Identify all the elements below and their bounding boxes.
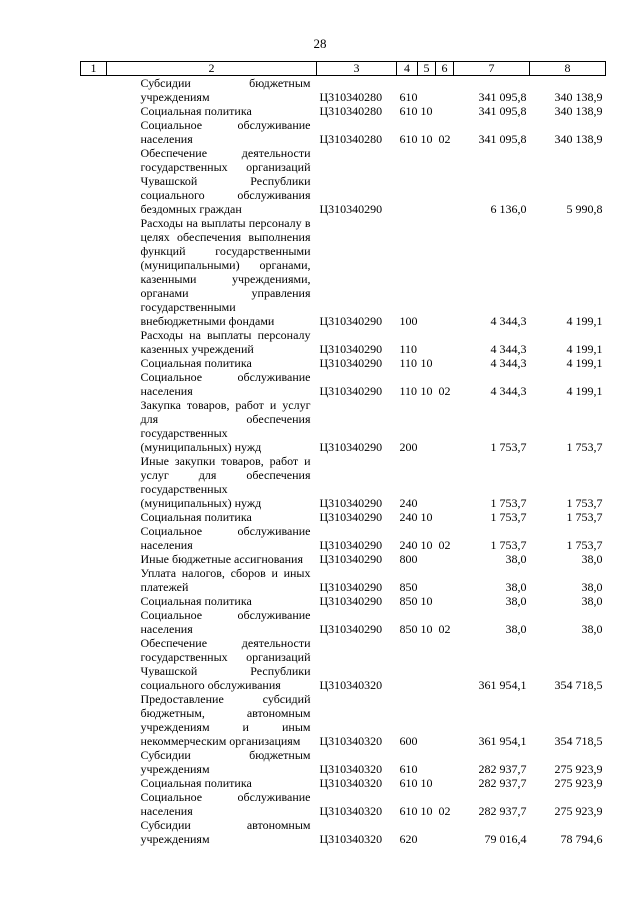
row-name: Социальное обслуживание населения	[140, 608, 311, 636]
row-vr: 100	[399, 314, 418, 328]
row-col-1	[81, 76, 107, 105]
row-pr	[436, 510, 454, 524]
page-number: 28	[313, 36, 327, 51]
row-code: Ц310340320	[319, 678, 383, 692]
row-rz	[418, 552, 436, 566]
row-amount-8: 4 199,1	[566, 342, 603, 356]
row-amount-8: 5 990,8	[566, 202, 603, 216]
row-code: Ц310340290	[319, 510, 383, 524]
row-rz	[418, 398, 436, 454]
row-amount-8: 1 753,7	[566, 510, 603, 524]
row-pr	[436, 818, 454, 846]
table-row	[81, 594, 606, 608]
row-rz	[418, 748, 436, 776]
row-pr	[436, 776, 454, 790]
header-col-4: 4	[397, 62, 418, 76]
row-amount-7: 341 095,8	[478, 90, 527, 104]
row-vr: 600	[399, 734, 418, 748]
row-amount-7: 4 344,3	[490, 356, 527, 370]
row-vr: 110	[399, 356, 418, 370]
row-rz	[418, 454, 436, 510]
row-col-1	[81, 118, 107, 146]
row-vr: 850	[399, 622, 418, 636]
table-row	[81, 692, 606, 748]
row-col-1	[81, 454, 107, 510]
row-name: Расходы на выплаты персоналу в целях обеспечения выполнения функций государственными (муниципальными) органами, казенными учреждениями, органами управления государственными внебюджетными фондами	[140, 216, 311, 328]
row-rz	[418, 146, 436, 216]
header-col-3: 3	[317, 62, 397, 76]
row-name: Расходы на выплаты персоналу казенных учреждений	[140, 328, 311, 356]
row-name: Уплата налогов, сборов и иных платежей	[140, 566, 311, 594]
table-row	[81, 552, 606, 566]
row-col-1	[81, 594, 107, 608]
row-col-1	[81, 636, 107, 692]
row-rz	[418, 328, 436, 356]
table-row	[81, 776, 606, 790]
row-code: Ц310340290	[319, 594, 383, 608]
row-rz: 10	[420, 804, 433, 818]
row-pr	[436, 398, 454, 454]
row-code: Ц310340290	[319, 552, 383, 566]
row-amount-8: 340 138,9	[554, 132, 603, 146]
row-amount-7: 38,0	[505, 552, 527, 566]
row-code: Ц310340290	[319, 440, 383, 454]
row-code: Ц310340290	[319, 384, 383, 398]
row-code: Ц310340280	[319, 90, 383, 104]
row-col-1	[81, 566, 107, 594]
table-header-row	[81, 62, 606, 76]
row-pr	[436, 552, 454, 566]
row-pr	[436, 146, 454, 216]
row-col-1	[81, 356, 107, 370]
row-amount-8: 340 138,9	[554, 104, 603, 118]
table-row	[81, 524, 606, 552]
row-pr	[436, 594, 454, 608]
row-col-1	[81, 524, 107, 552]
row-col-1	[81, 608, 107, 636]
row-rz	[418, 216, 436, 328]
row-vr: 610	[399, 104, 418, 118]
row-name: Социальная политика	[140, 356, 252, 370]
row-name: Субсидии бюджетным учреждениям	[140, 748, 311, 776]
header-col-5: 5	[418, 62, 436, 76]
row-pr	[436, 328, 454, 356]
row-col-1	[81, 104, 107, 118]
row-vr: 610	[399, 804, 418, 818]
row-name: Социальное обслуживание населения	[140, 524, 311, 552]
row-name: Социальная политика	[140, 594, 252, 608]
row-name: Субсидии бюджетным учреждениям	[140, 76, 311, 104]
row-vr: 850	[399, 580, 418, 594]
table-row	[81, 146, 606, 216]
row-amount-8: 340 138,9	[554, 90, 603, 104]
row-amount-7: 341 095,8	[478, 104, 527, 118]
row-amount-7: 1 753,7	[490, 440, 527, 454]
row-pr	[436, 104, 454, 118]
row-rz	[418, 566, 436, 594]
table-row	[81, 118, 606, 146]
row-amount-7: 1 753,7	[490, 538, 527, 552]
row-name: Иные бюджетные ассигнования	[140, 552, 303, 566]
row-code: Ц310340290	[319, 202, 383, 216]
row-amount-8: 38,0	[581, 622, 603, 636]
row-pr: 02	[438, 538, 451, 552]
row-vr: 610	[399, 132, 418, 146]
row-vr: 240	[399, 510, 418, 524]
row-amount-7: 282 937,7	[478, 776, 527, 790]
row-code: Ц310340290	[319, 538, 383, 552]
row-name: Субсидии автономным учреждениям	[140, 818, 311, 846]
row-rz: 10	[420, 622, 433, 636]
row-rz: 10	[420, 776, 433, 790]
table-row	[81, 454, 606, 510]
row-amount-7: 38,0	[505, 580, 527, 594]
row-col-1	[81, 398, 107, 454]
row-name: Обеспечение деятельности государственных организаций Чувашской Республики социального обслуживания	[140, 636, 311, 692]
row-vr: 110	[399, 342, 418, 356]
row-name: Социальная политика	[140, 510, 252, 524]
row-amount-7: 282 937,7	[478, 762, 527, 776]
table-body	[81, 76, 606, 847]
row-amount-7: 79 016,4	[484, 832, 527, 846]
row-rz: 10	[420, 538, 433, 552]
row-pr: 02	[438, 622, 451, 636]
row-pr	[436, 566, 454, 594]
row-col-1	[81, 552, 107, 566]
table-row	[81, 818, 606, 846]
row-amount-7: 341 095,8	[478, 132, 527, 146]
row-code: Ц310340290	[319, 356, 383, 370]
row-amount-7: 1 753,7	[490, 510, 527, 524]
row-amount-8: 4 199,1	[566, 384, 603, 398]
row-vr: 240	[399, 538, 418, 552]
row-code: Ц310340320	[319, 762, 383, 776]
row-amount-8: 38,0	[581, 580, 603, 594]
row-vr: 800	[399, 552, 418, 566]
row-amount-7: 4 344,3	[490, 384, 527, 398]
row-code: Ц310340320	[319, 734, 383, 748]
row-code: Ц310340320	[319, 776, 383, 790]
table-row	[81, 216, 606, 328]
row-name: Обеспечение деятельности государственных организаций Чувашской Республики социального обслуживания бездомных граждан	[140, 146, 311, 216]
table-row	[81, 510, 606, 524]
row-col-1	[81, 748, 107, 776]
table-row	[81, 104, 606, 118]
row-name: Социальное обслуживание населения	[140, 370, 311, 398]
budget-table	[80, 61, 606, 846]
row-code: Ц310340320	[319, 804, 383, 818]
table-row	[81, 566, 606, 594]
row-code: Ц310340290	[319, 580, 383, 594]
table-row	[81, 356, 606, 370]
row-rz: 10	[420, 594, 433, 608]
row-rz: 10	[420, 132, 433, 146]
header-col-2: 2	[107, 62, 317, 76]
row-name: Закупка товаров, работ и услуг для обеспечения государственных (муниципальных) нужд	[140, 398, 311, 454]
table-row	[81, 328, 606, 356]
row-pr: 02	[438, 804, 451, 818]
row-name: Социальная политика	[140, 104, 252, 118]
row-pr	[436, 454, 454, 510]
row-rz: 10	[420, 384, 433, 398]
table-row	[81, 636, 606, 692]
row-amount-7: 4 344,3	[490, 342, 527, 356]
row-amount-8: 1 753,7	[566, 496, 603, 510]
header-col-6: 6	[436, 62, 454, 76]
row-amount-8: 275 923,9	[554, 762, 603, 776]
row-amount-8: 78 794,6	[560, 832, 603, 846]
row-code: Ц310340290	[319, 342, 383, 356]
row-pr	[436, 636, 454, 692]
table-row	[81, 790, 606, 818]
row-rz	[418, 76, 436, 105]
row-col-1	[81, 818, 107, 846]
row-vr: 620	[399, 832, 418, 846]
row-vr: 850	[399, 594, 418, 608]
row-code: Ц310340280	[319, 104, 383, 118]
row-amount-8: 4 199,1	[566, 356, 603, 370]
header-col-7: 7	[454, 62, 530, 76]
header-col-1: 1	[81, 62, 107, 76]
row-col-1	[81, 776, 107, 790]
row-pr	[436, 356, 454, 370]
row-amount-8: 38,0	[581, 594, 603, 608]
row-amount-7: 282 937,7	[478, 804, 527, 818]
row-code: Ц310340280	[319, 132, 383, 146]
row-amount-8: 275 923,9	[554, 776, 603, 790]
row-vr: 110	[399, 384, 418, 398]
row-vr: 610	[399, 762, 418, 776]
row-amount-8: 4 199,1	[566, 314, 603, 328]
row-vr	[397, 146, 418, 216]
row-col-1	[81, 790, 107, 818]
row-amount-8: 275 923,9	[554, 804, 603, 818]
row-pr	[436, 76, 454, 105]
row-col-1	[81, 328, 107, 356]
row-rz	[418, 818, 436, 846]
row-name: Иные закупки товаров, работ и услуг для обеспечения государственных (муниципальных) нужд	[140, 454, 311, 510]
row-amount-8: 354 718,5	[554, 678, 603, 692]
row-col-1	[81, 370, 107, 398]
row-vr: 200	[399, 440, 418, 454]
row-name: Социальная политика	[140, 776, 252, 790]
row-amount-7: 361 954,1	[478, 678, 527, 692]
row-amount-7: 361 954,1	[478, 734, 527, 748]
row-code: Ц310340320	[319, 832, 383, 846]
row-vr: 610	[399, 90, 418, 104]
table-row	[81, 398, 606, 454]
row-col-1	[81, 510, 107, 524]
row-name: Социальное обслуживание населения	[140, 790, 311, 818]
row-col-1	[81, 692, 107, 748]
row-pr: 02	[438, 384, 451, 398]
row-rz: 10	[420, 510, 433, 524]
row-name: Предоставление субсидий бюджетным, автономным учреждениям и иным некоммерческим организациям	[140, 692, 311, 748]
row-vr: 610	[399, 776, 418, 790]
table-row	[81, 370, 606, 398]
table-row	[81, 748, 606, 776]
table-row	[81, 76, 606, 105]
row-amount-8: 38,0	[581, 552, 603, 566]
row-amount-7: 38,0	[505, 622, 527, 636]
row-code: Ц310340290	[319, 314, 383, 328]
row-amount-7: 6 136,0	[490, 202, 527, 216]
row-code: Ц310340290	[319, 496, 383, 510]
row-amount-7: 1 753,7	[490, 496, 527, 510]
row-rz: 10	[420, 104, 433, 118]
row-rz	[418, 636, 436, 692]
row-amount-8: 1 753,7	[566, 440, 603, 454]
row-vr: 240	[399, 496, 418, 510]
row-rz: 10	[420, 356, 433, 370]
row-amount-7: 38,0	[505, 594, 527, 608]
row-name: Социальное обслуживание населения	[140, 118, 311, 146]
row-col-1	[81, 216, 107, 328]
row-pr	[436, 216, 454, 328]
row-vr	[397, 636, 418, 692]
row-pr: 02	[438, 132, 451, 146]
table-row	[81, 608, 606, 636]
row-amount-8: 1 753,7	[566, 538, 603, 552]
row-pr	[436, 692, 454, 748]
header-col-8: 8	[530, 62, 606, 76]
row-rz	[418, 692, 436, 748]
row-pr	[436, 748, 454, 776]
row-code: Ц310340290	[319, 622, 383, 636]
row-amount-7: 4 344,3	[490, 314, 527, 328]
row-col-1	[81, 146, 107, 216]
row-amount-8: 354 718,5	[554, 734, 603, 748]
